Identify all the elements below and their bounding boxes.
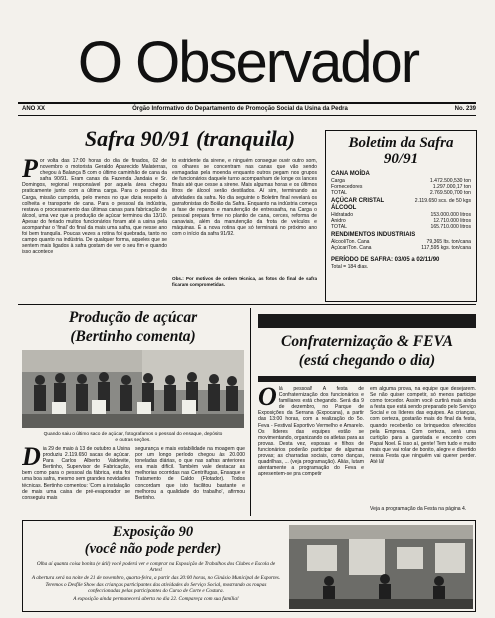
column-divider	[250, 308, 251, 516]
safra-headline: Safra 90/91 (tranquila)	[84, 126, 296, 151]
exposicao-text-2: A abertura será na noite de 21 de novembro, quarta-feira, a partir das 20:00 horas, no Ginásio Municipal de Esportes. Teremos o Desfile Show das crianças participantes das atividades do Serviço Social, mostrando as roupas confeccionadas pelas participantes do Curso de Corte e Costura.	[31, 575, 281, 594]
feva-dropcap: O	[258, 386, 277, 411]
safra-dropcap: P	[22, 158, 38, 183]
masthead-rule-bottom	[18, 115, 476, 116]
safra-col-1-text: or volta das 17:00 horas do dia de finados, 02 de novembro o motorista Geraldo Aparecido Malaterras, chegou à Balança B com o último caminhão de cana da safra 90/91. Eram canas da Fazenda Jandaia e Sr. Domingos, regional responsável por aquela área chegou praticamente junto com a última carga. Para o pessoal da Carga, missão cumprida, pelo menos no que dizia respeito à colheita e transporte de cana. Para o pessoal da indústria, restava o processamento das últimas canas para fabricação de álcool, uma vez que a produção de açúcar terminou dia 13/10. Apesar do feriado muitos funcionários foram até a usina pela acompanhar o 'final' do final da mais uma safra, que nesse ano foi bem tranquila. Poucas vezes a rotina foi quebrada, tanto no campo quanto na indústria. De qualquer forma, aqueles que se sentem mais ligados à safra gostam de ver o seu fim e quando isso acontece	[22, 158, 167, 256]
workers-group-photo-image	[22, 350, 244, 428]
feva-headline-2: (está chegando o dia)	[298, 352, 436, 369]
feva-col-2-text: em alguma prova, na equipe que desejarem. Se não quiser competir, só menos participe como torcedor. Assim você curtirá mais ainda a festa que está sendo preparado pelo Serviço Social e os líderes das equipes. As crianças, com certeza, gostarão mais do final da festa, quando receberão os brinquedos oferecidos pela Empresa. Com certeza, será uma curtição para a garotada e encontro com Papai Noel. É isso aí, gente! Tem tudo e muito mais que vai rolar de bonito, alegre e divertido nessa Festa que ninguém vai querer perder. Até lá!	[370, 386, 476, 466]
section-divider	[18, 304, 476, 305]
acucar-col-1-text: ia 29 de maio à 13 de outubro a Usina produziu 2.119.650 sacas de açúcar. Para Carlos Alberto Valdevite, Bertinho, Supervisor de Fabricação, bem como para o pessoal da fábrica, esta foi uma boa safra, mesmo sem grandes novidades técnicas. Bertinho comentou: 'Com a instalação de mais uma caixa de pré-evaporador se conseguiu mais	[22, 446, 130, 501]
boletim-acucar-row	[331, 198, 471, 205]
feva-col-2	[370, 386, 476, 504]
exposicao-headline	[63, 524, 243, 558]
acucar-col-2-text: segurança e mais estabilidade na moagem que por um longo período chegou às 20.000 toneladas diárias, o que nas safras anteriores era mais difícil. Também vale destacar as melhorias ocorridas nas Centrífugas, Ensaque e Tratamento de Caldo (Flotador). Todos concordam que isto facilitou bastante e melhorou a qualidade do trabalho', afirmou Bertinho.	[135, 446, 245, 501]
row-value: 117,595 kgs. ton/cana	[421, 245, 471, 251]
boletim-alcool-heading: ÁLCOOL	[331, 205, 357, 211]
boletim-cana-heading: CANA MOÍDA	[331, 171, 370, 177]
acucar-dropcap: D	[22, 446, 41, 471]
safra-col-2-text: to estridente da sirene, e ninguém consegue ouvir outro som, os olhares se concentram nas canas que vão sendo esmagadas pela moenda enquanto outros pegam nos grupos de funcionários daquele turno acompanham de longe os lances finais até que cesse a sirene. Mais algumas horas e os últimos litros de álcool serão destilados. Aí sim, terminando as atividades da safra. No dia seguinte o Boletim final revelará os garrafonistas do Boião da Safra. Enquanto na indústria começa a fase de reparos e manutenção de entressafra, na Carga o pessoal prepara firme no plantio de cana, cerces, reforma de canaviais, além da manutenção da frota de veículos e máquinas. É a nova rotina que só terminará no próximo ano com o início da safra 91/92.	[172, 158, 317, 238]
boletim-row	[331, 245, 471, 251]
row-value: 12.710.000 litros	[433, 218, 471, 224]
acucar-headline	[22, 308, 244, 346]
row-value: 1.472.500,530 ton	[429, 178, 471, 184]
row-value: 165.710.000 litros	[430, 224, 471, 230]
boletim-period-total	[331, 264, 471, 270]
row-label: Álcool/Ton. Cana	[331, 239, 370, 245]
exposicao-text-3: A exposição ainda permanecerá aberta no dia 22. Compareça com sua família!	[73, 596, 239, 603]
feva-headline-1: Confraternização & FEVA	[281, 333, 453, 350]
acucar-col-2	[135, 446, 245, 514]
exposicao-box	[22, 520, 476, 612]
feva-col-1	[258, 386, 364, 514]
feva-col-1-text: lá pessoal! A festa de Confraternização dos funcionários e familiares está chegando. Será dia 9 de dezembro, no Parque de Exposições da Serrana (Expocana), a partir das 13:00 horas, com a realização do 5o. Feva - Festival Esportivo Vermelho e Amarelo. Os líderes das equipes estão se movimentando, organizando os atletas para as provas. Desta vez, esposas e filhos de funcionários poderão participar de algumas provas; as charradas sociais, como danças, quadrilhas, ... (veja programação). Aliás, lutam atentamente a programação do Feva e apresentem-se pra competir	[258, 386, 364, 478]
boletim-row	[331, 224, 471, 230]
boletim-period-heading: PERÍODO DE SAFRA: 03/05 a 02/11/90	[331, 257, 440, 263]
masthead-rule-top	[18, 102, 476, 104]
row-label: Carga	[331, 178, 345, 184]
boletim-box	[325, 130, 477, 302]
row-label: Anidro	[331, 218, 346, 224]
boletim-title	[331, 135, 471, 167]
feva-bottom-bar	[258, 376, 476, 382]
safra-col-1	[22, 158, 167, 308]
safra-note: Obs.: Por motivos de ordem técnica, as fotos do final de safra ficaram comprometidas.	[172, 276, 317, 288]
safra-col-2	[172, 158, 317, 274]
row-value: 153.000.000 litros	[430, 212, 471, 218]
masthead-title: O Observador	[77, 30, 419, 95]
boletim-rendimentos-heading: RENDIMENTOS INDUSTRIAIS	[331, 232, 416, 238]
workers-group-photo	[22, 350, 244, 428]
row-label: Hidratado	[331, 212, 354, 218]
row-label: TOTAL	[331, 190, 347, 196]
row-label: Fornecedores	[331, 184, 363, 190]
exposicao-text-1: Olha aí quanta coisa bonita (e útil) você poderá ver e comprar na Exposição de Trabalhos dos Clubes e Escola de Artes!	[36, 561, 276, 574]
boletim-row	[331, 190, 471, 196]
row-value: 2.769.500,700 ton	[429, 190, 471, 196]
boletim-title-text: Boletim da Safra 90/91	[348, 135, 454, 167]
acucar-col-1	[22, 446, 130, 514]
acucar-value: 2.119.650 scs. de 50 kgs	[414, 198, 471, 204]
exposicao-text	[31, 561, 281, 602]
acucar-heading: AÇÚCAR CRISTAL	[331, 198, 385, 204]
row-label: Açúcar/Ton. Cana	[331, 245, 372, 251]
exposicao-headline-1: Exposição 90	[112, 524, 194, 540]
row-value: 79,365 lts. ton/cana	[426, 239, 471, 245]
issue-subtitle: Órgão Informativo do Departamento de Promoção Social da Usina da Pedra	[132, 106, 348, 112]
row-label: TOTAL	[331, 224, 347, 230]
exposicao-photo-image	[289, 525, 473, 609]
exposicao-headline-2: (você não pode perder)	[84, 541, 222, 557]
issue-year: ANO XX	[22, 106, 46, 112]
exposicao-photo	[289, 525, 473, 609]
feva-footer: Veja a programação da Festa na página 4.	[370, 506, 467, 512]
row-value: 1.297.000,17 ton	[432, 184, 471, 190]
acucar-headline-2: (Bertinho comenta)	[70, 328, 196, 345]
acucar-headline-1: Produção de açúcar	[68, 309, 198, 326]
feva-headline	[258, 332, 476, 370]
period-total-text: Total = 184 dias.	[331, 264, 369, 270]
issue-number: No. 239	[454, 106, 476, 112]
feva-top-bar	[258, 314, 476, 328]
workers-photo-caption: Quando saiu o último saco de açúcar, fotografamos o pessoal do ensaque, depósito e outras seções.	[43, 432, 223, 443]
